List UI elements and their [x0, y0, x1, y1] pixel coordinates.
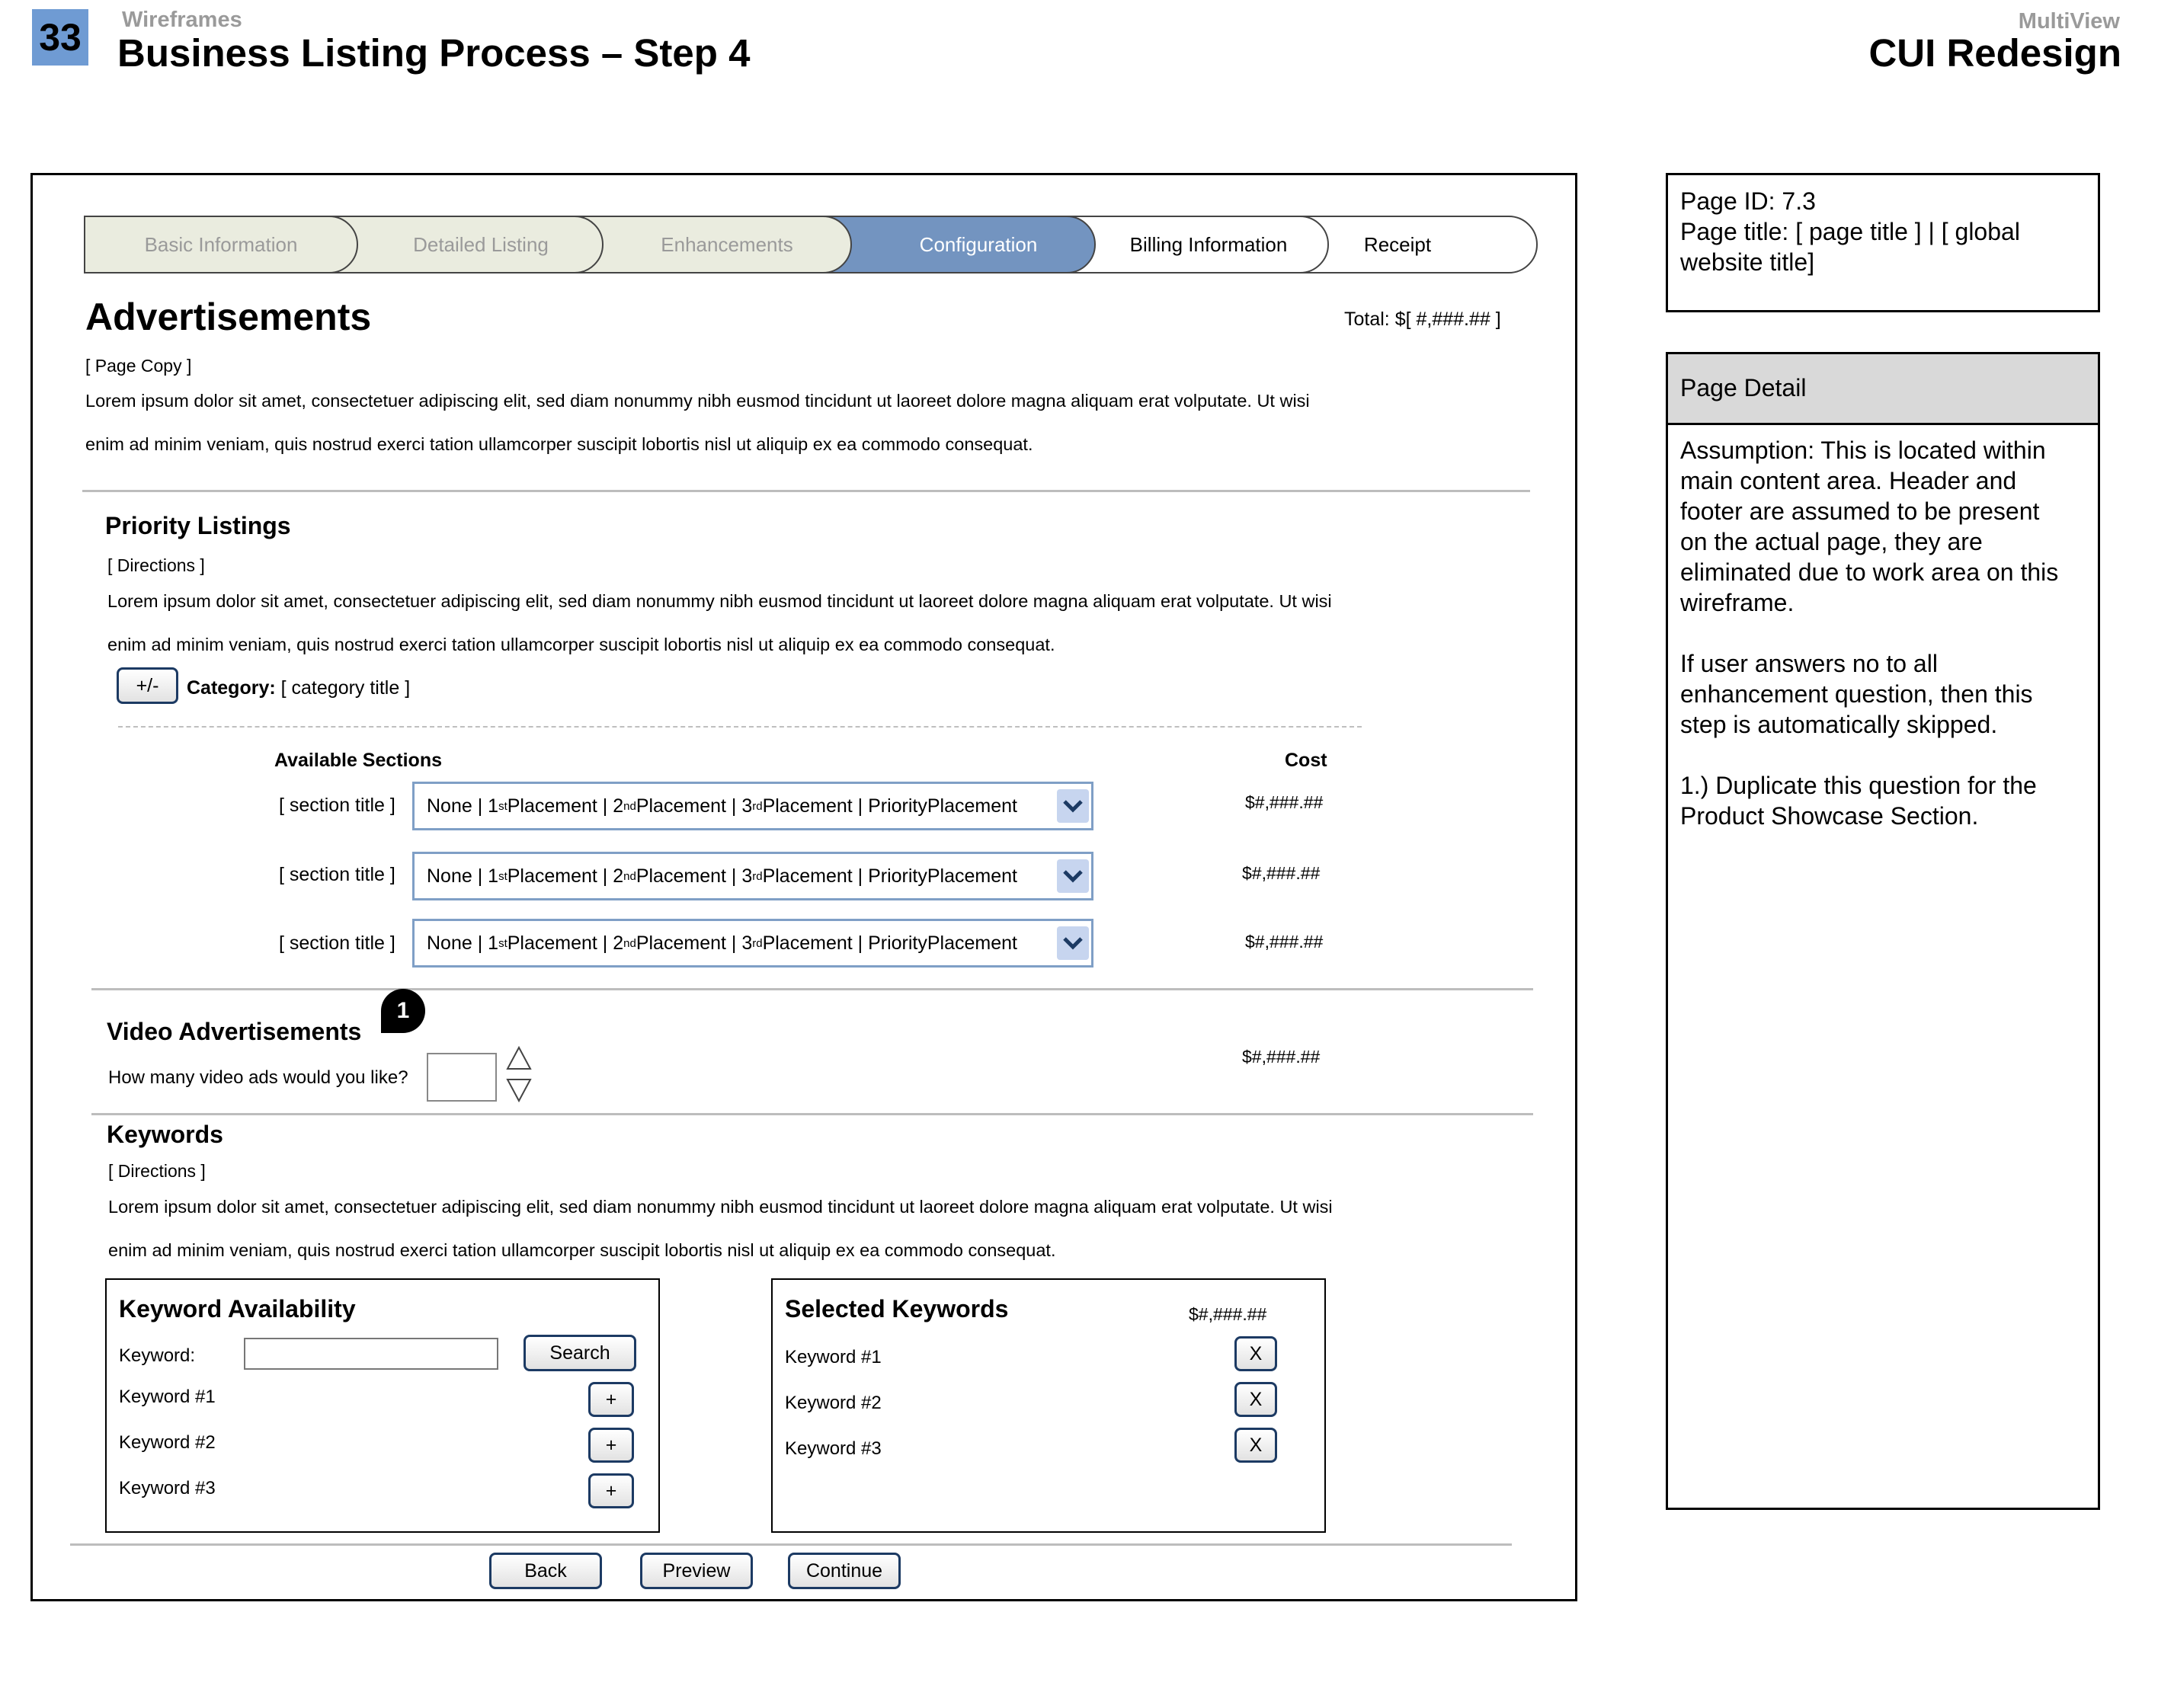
note-line: eliminated due to work area on this	[1680, 558, 2059, 586]
decrement-arrow-icon[interactable]	[506, 1077, 532, 1107]
advertisements-heading: Advertisements	[85, 296, 372, 338]
placement-select-value: None | 1 st Placement | 2 nd Placement | 3 rd Placement | PriorityPlacement	[427, 795, 1017, 817]
selected-keyword: Keyword #2	[785, 1393, 882, 1413]
section-title: [ section title ]	[279, 932, 395, 954]
divider	[82, 490, 1530, 492]
keyword-result: Keyword #1	[119, 1387, 216, 1407]
remove-keyword-button[interactable]	[1234, 1428, 1277, 1463]
tab-billing-information[interactable]	[1058, 216, 1329, 273]
button-label: +	[605, 1479, 617, 1502]
note-line: on the actual page, they are	[1680, 528, 1983, 555]
expand-collapse-button[interactable]	[117, 667, 178, 704]
tab-label: Detailed Listing	[413, 232, 549, 256]
add-keyword-button[interactable]	[588, 1382, 634, 1417]
tab-basic-information[interactable]	[84, 216, 358, 273]
selected-keywords-cost: $#,###.##	[1189, 1304, 1267, 1324]
remove-keyword-button[interactable]	[1234, 1336, 1277, 1371]
page-detail-header	[1668, 354, 2098, 425]
add-keyword-button[interactable]	[588, 1473, 634, 1508]
keywords-heading: Keywords	[107, 1121, 223, 1148]
note-line	[1680, 618, 2090, 648]
tab-label: Configuration	[919, 232, 1038, 256]
page-title-line-2: website title]	[1680, 248, 1815, 276]
priority-copy-line-2: enim ad minim veniam, quis nostrud exerci tation ullamcorper suscipit lobortis nisl ut aliquip ex ea commodo consequat.	[107, 635, 1055, 654]
total-amount: Total: $[ #,###.## ]	[1344, 309, 1501, 330]
placement-select[interactable]	[412, 852, 1093, 900]
selected-keywords-heading: Selected Keywords	[785, 1295, 1009, 1323]
tab-configuration[interactable]	[823, 216, 1096, 273]
chevron-down-icon[interactable]	[1057, 859, 1089, 893]
page-copy-line-1: Lorem ipsum dolor sit amet, consectetuer adipiscing elit, sed diam nonummy nibh eusmod tincidunt ut laoreet dolore magna aliquam erat volputate. Ut wisi	[85, 391, 1310, 411]
client-label: MultiView	[2018, 9, 2120, 34]
note-line: footer are assumed to be present	[1680, 497, 2040, 525]
tab-enhancements[interactable]	[564, 216, 852, 273]
section-title: [ section title ]	[279, 795, 395, 816]
divider	[91, 988, 1533, 990]
keyword-field-label: Keyword:	[119, 1345, 196, 1366]
section-cost: $#,###.##	[1242, 863, 1321, 883]
priority-copy-line-1: Lorem ipsum dolor sit amet, consectetuer adipiscing elit, sed diam nonummy nibh eusmod tincidunt ut laoreet dolore magna aliquam erat volputate. Ut wisi	[107, 591, 1332, 611]
button-label: +	[605, 1434, 617, 1456]
selected-keyword: Keyword #3	[785, 1438, 882, 1459]
keyword-search-input[interactable]	[244, 1338, 498, 1370]
selected-keyword: Keyword #1	[785, 1347, 882, 1367]
page-detail-heading: Page Detail	[1680, 374, 1807, 401]
tab-detailed-listing[interactable]	[320, 216, 604, 273]
callout-marker: 1	[381, 989, 425, 1033]
add-keyword-button[interactable]	[588, 1428, 634, 1463]
note-line: wireframe.	[1680, 589, 1795, 616]
note-line	[1680, 740, 2090, 770]
continue-button[interactable]	[788, 1553, 901, 1589]
video-ads-question: How many video ads would you like?	[108, 1067, 408, 1088]
page-id: Page ID: 7.3	[1680, 187, 1816, 215]
placement-select[interactable]	[412, 919, 1093, 968]
keyword-result: Keyword #2	[119, 1432, 216, 1453]
priority-directions-label: [ Directions ]	[107, 555, 205, 575]
page-detail-notes	[1680, 435, 2090, 831]
note-line: If user answers no to all	[1680, 650, 1938, 677]
note-line: Product Showcase Section.	[1680, 802, 1979, 830]
keywords-copy-line-2: enim ad minim veniam, quis nostrud exerci tation ullamcorper suscipit lobortis nisl ut aliquip ex ea commodo consequat.	[108, 1240, 1056, 1260]
dashed-divider	[118, 726, 1362, 728]
cost-header: Cost	[1285, 750, 1327, 771]
chevron-down-icon[interactable]	[1057, 789, 1089, 823]
tab-label: Enhancements	[661, 232, 793, 256]
placement-select-value: None | 1 st Placement | 2 nd Placement | 3 rd Placement | PriorityPlacement	[427, 865, 1017, 887]
button-label: +/-	[136, 674, 159, 696]
section-title: [ section title ]	[279, 864, 395, 885]
priority-listings-heading: Priority Listings	[105, 512, 291, 539]
divider	[91, 1113, 1533, 1115]
page-copy-label: [ Page Copy ]	[85, 356, 192, 376]
section-cost: $#,###.##	[1245, 792, 1324, 812]
category-value: [ category title ]	[280, 677, 411, 699]
button-label: Preview	[662, 1559, 731, 1582]
video-ads-cost: $#,###.##	[1242, 1047, 1321, 1067]
page-detail-panel	[1666, 352, 2100, 1510]
tab-label: Receipt	[1363, 232, 1432, 256]
project-title: CUI Redesign	[1868, 31, 2121, 75]
keyword-availability-heading: Keyword Availability	[119, 1295, 356, 1323]
available-sections-header: Available Sections	[274, 750, 442, 771]
divider	[70, 1543, 1512, 1546]
note-line: enhancement question, then this	[1680, 680, 2033, 708]
video-advertisements-heading: Video Advertisements	[107, 1018, 362, 1045]
note-line: main content area. Header and	[1680, 467, 2017, 494]
tab-label: Basic Information	[144, 232, 298, 256]
preview-button[interactable]	[640, 1553, 753, 1589]
page-copy-line-2: enim ad minim veniam, quis nostrud exerci tation ullamcorper suscipit lobortis nisl ut aliquip ex ea commodo consequat.	[85, 434, 1033, 454]
chevron-down-icon[interactable]	[1057, 926, 1089, 960]
page-title-line-1: Page title: [ page title ] | [ global	[1680, 218, 2020, 245]
increment-arrow-icon[interactable]	[506, 1045, 532, 1075]
button-label: Back	[524, 1559, 567, 1582]
button-label: Search	[549, 1342, 610, 1364]
button-label: X	[1249, 1434, 1263, 1456]
page-number: 33	[32, 9, 88, 66]
button-label: X	[1249, 1388, 1263, 1410]
placement-select-value: None | 1 st Placement | 2 nd Placement | 3 rd Placement | PriorityPlacement	[427, 932, 1017, 954]
note-line: 1.) Duplicate this question for the	[1680, 772, 2037, 799]
remove-keyword-button[interactable]	[1234, 1382, 1277, 1417]
placement-select[interactable]	[412, 782, 1093, 830]
keywords-directions-label: [ Directions ]	[108, 1161, 206, 1181]
page-info-panel	[1666, 173, 2100, 312]
section-cost: $#,###.##	[1245, 932, 1324, 952]
page-title: Business Listing Process – Step 4	[117, 31, 751, 75]
back-button[interactable]	[489, 1553, 602, 1589]
keywords-copy-line-1: Lorem ipsum dolor sit amet, consectetuer adipiscing elit, sed diam nonummy nibh eusmod tincidunt ut laoreet dolore magna aliquam erat volputate. Ut wisi	[108, 1197, 1333, 1217]
button-label: Continue	[805, 1559, 883, 1582]
keyword-result: Keyword #3	[119, 1478, 216, 1498]
wireframes-label: Wireframes	[122, 8, 242, 32]
button-label: +	[605, 1388, 617, 1410]
category-label: Category:	[187, 677, 276, 699]
category-row	[187, 677, 410, 699]
tab-label: Billing Information	[1129, 232, 1288, 256]
note-line: Assumption: This is located within	[1680, 437, 2046, 464]
note-line: step is automatically skipped.	[1680, 711, 1998, 738]
video-ads-quantity-input[interactable]	[427, 1053, 497, 1102]
button-label: X	[1249, 1342, 1263, 1364]
search-button[interactable]	[523, 1335, 636, 1371]
